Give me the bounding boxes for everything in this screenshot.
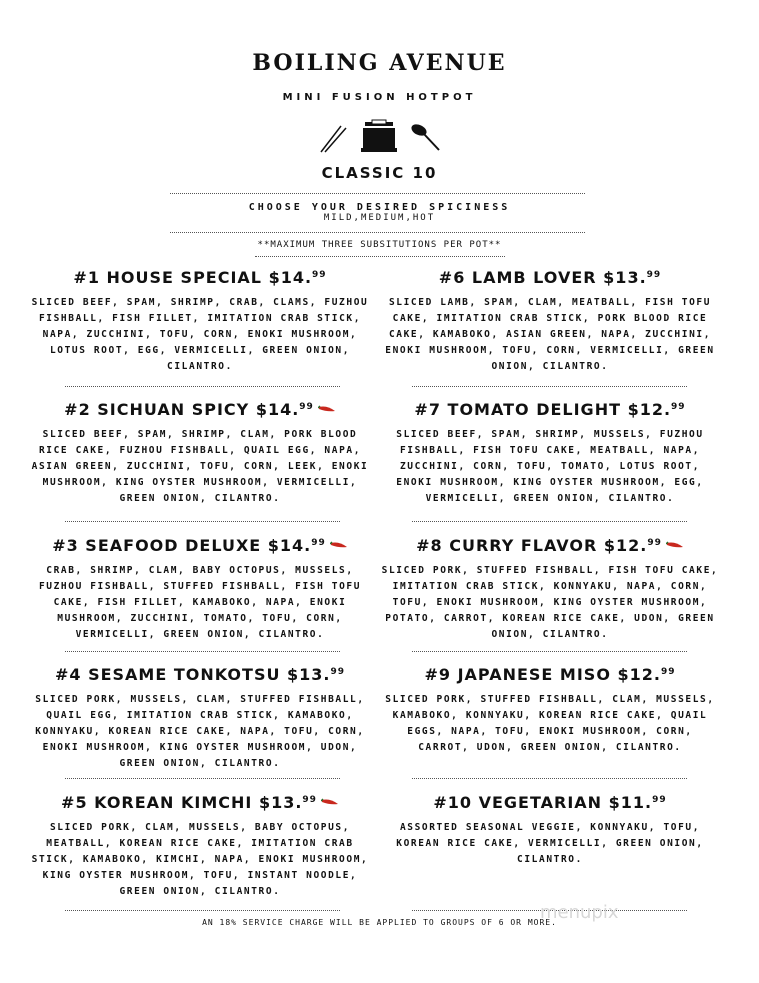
chopsticks-icon bbox=[321, 126, 346, 152]
divider bbox=[65, 651, 340, 652]
substitution-note: **MAXIMUM THREE SUBSITUTIONS PER POT** bbox=[257, 240, 502, 250]
divider bbox=[65, 521, 340, 522]
item-name: #4 SESAME TONKOTSU $13.99 bbox=[54, 665, 346, 684]
chili-pepper-icon bbox=[321, 797, 339, 806]
chili-pepper-icon bbox=[330, 540, 348, 549]
divider bbox=[65, 386, 340, 387]
menu-item bbox=[380, 793, 720, 868]
item-ingredients: SLICED BEEF, SPAM, SHRIMP, CLAM, PORK BLOOD RICE CAKE, FUZHOU FISHBALL, QUAIL EGG, NAPA, ASIAN GREEN, ZUCCHINI, TOFU, CORN, LEEK, ENOKI MUSHROOM, KING OYSTER MUSHROOM, VERMICELLI, GREEN ONION, CILANTRO. bbox=[31, 429, 369, 504]
divider bbox=[412, 651, 687, 652]
chili-pepper-icon bbox=[318, 404, 336, 413]
spiciness-levels: MILD,MEDIUM,HOT bbox=[323, 213, 436, 223]
item-ingredients: SLICED BEEF, SPAM, SHRIMP, CRAB, CLAMS, FUZHOU FISHBALL, FISH FILLET, IMITATION CRAB STICK, NAPA, ZUCCHINI, TOFU, CORN, ENOKI MUSHROOM, LOTUS ROOT, EGG, VERMICELLI, GREEN ONION, CILANTRO. bbox=[31, 297, 369, 372]
menu-item bbox=[30, 793, 370, 900]
menu-item bbox=[30, 400, 370, 507]
item-name: #1 HOUSE SPECIAL $14.99 bbox=[73, 268, 327, 287]
watermark: menupix bbox=[540, 902, 619, 923]
divider bbox=[65, 910, 340, 911]
restaurant-subtitle: MINI FUSION HOTPOT bbox=[282, 92, 477, 103]
menu-item bbox=[30, 268, 370, 375]
divider bbox=[170, 232, 585, 233]
spiciness-title: CHOOSE YOUR DESIRED SPICINESS bbox=[248, 202, 511, 213]
item-ingredients: SLICED BEEF, SPAM, SHRIMP, MUSSELS, FUZHOU FISHBALL, FISH TOFU CAKE, MEATBALL, NAPA, ZUCCHINI, CORN, TOFU, TOMATO, LOTUS ROOT, ENOKI MUSHROOM, KING OYSTER MUSHROOM, EGG, VERMICELLI, GREEN ONION, CILANTRO. bbox=[396, 429, 704, 504]
menu-item bbox=[30, 665, 370, 772]
item-name: #9 JAPANESE MISO $12.99 bbox=[424, 665, 676, 684]
item-ingredients: SLICED PORK, MUSSELS, CLAM, STUFFED FISHBALL, QUAIL EGG, IMITATION CRAB STICK, KAMABOKO, KONNYAKU, KOREAN RICE CAKE, NAPA, TOFU, CORN, ENOKI MUSHROOM, KING OYSTER MUSHROOM, UDON, GREEN ONION, CILANTRO. bbox=[35, 694, 365, 769]
menu-item bbox=[380, 400, 720, 507]
item-ingredients: SLICED PORK, STUFFED FISHBALL, CLAM, MUSSELS, KAMABOKO, KONNYAKU, KOREAN RICE CAKE, QUAIL EGGS, NAPA, TOFU, ENOKI MUSHROOM, CORN, CARROT, UDON, GREEN ONION, CILANTRO. bbox=[385, 694, 715, 753]
item-name: #5 KOREAN KIMCHI $13.99 bbox=[30, 793, 370, 812]
item-ingredients: SLICED PORK, STUFFED FISHBALL, FISH TOFU CAKE, IMITATION CRAB STICK, KONNYAKU, NAPA, CORN, TOFU, ENOKI MUSHROOM, KING OYSTER MUSHROOM, POTATO, CARROT, KOREAN RICE CAKE, UDON, GREEN ONION, CILANTRO. bbox=[381, 565, 719, 640]
menu-item bbox=[380, 536, 720, 643]
section-heading: CLASSIC 10 bbox=[321, 164, 438, 182]
divider bbox=[255, 256, 505, 257]
divider bbox=[412, 778, 687, 779]
menu-item bbox=[380, 268, 720, 375]
item-ingredients: SLICED LAMB, SPAM, CLAM, MEATBALL, FISH TOFU CAKE, IMITATION CRAB STICK, PORK BLOOD RICE CAKE, KAMABOKO, ASIAN GREEN, NAPA, ZUCCHINI, ENOKI MUSHROOM, TOFU, CORN, VERMICELLI, GREEN ONION, CILANTRO. bbox=[385, 297, 715, 372]
divider bbox=[412, 521, 687, 522]
item-name: #8 CURRY FLAVOR $12.99 bbox=[380, 536, 720, 555]
item-name: #10 VEGETARIAN $11.99 bbox=[433, 793, 667, 812]
service-charge-note: AN 18% SERVICE CHARGE WILL BE APPLIED TO GROUPS OF 6 OR MORE. bbox=[202, 918, 557, 927]
hotpot-icon bbox=[361, 120, 397, 152]
item-name: #7 TOMATO DELIGHT $12.99 bbox=[414, 400, 686, 419]
divider bbox=[412, 386, 687, 387]
divider bbox=[65, 778, 340, 779]
restaurant-title: BOILING AVENUE bbox=[252, 50, 507, 76]
menu-item bbox=[30, 536, 370, 643]
spoon-icon bbox=[410, 122, 439, 150]
utensils-illustration bbox=[315, 118, 445, 154]
item-name: #6 LAMB LOVER $13.99 bbox=[438, 268, 662, 287]
item-ingredients: CRAB, SHRIMP, CLAM, BABY OCTOPUS, MUSSELS, FUZHOU FISHBALL, STUFFED FISHBALL, FISH TOFU CAKE, FISH FILLET, KAMABOKO, NAPA, ENOKI MUSHROOM, ZUCCHINI, TOMATO, TOFU, CORN, VERMICELLI, GREEN ONION, CILANTRO. bbox=[38, 565, 362, 640]
item-name: #3 SEAFOOD DELUXE $14.99 bbox=[30, 536, 370, 555]
divider bbox=[170, 193, 585, 194]
item-ingredients: ASSORTED SEASONAL VEGGIE, KONNYAKU, TOFU, KOREAN RICE CAKE, VERMICELLI, GREEN ONION, CILANTRO. bbox=[396, 822, 704, 865]
chili-pepper-icon bbox=[666, 540, 684, 549]
menu-item bbox=[380, 665, 720, 756]
item-ingredients: SLICED PORK, CLAM, MUSSELS, BABY OCTOPUS, MEATBALL, KOREAN RICE CAKE, IMITATION CRAB STICK, KAMABOKO, KIMCHI, NAPA, ENOKI MUSHROOM, KING OYSTER MUSHROOM, TOFU, INSTANT NOODLE, GREEN ONION, CILANTRO. bbox=[31, 822, 369, 897]
item-name: #2 SICHUAN SPICY $14.99 bbox=[30, 400, 370, 419]
